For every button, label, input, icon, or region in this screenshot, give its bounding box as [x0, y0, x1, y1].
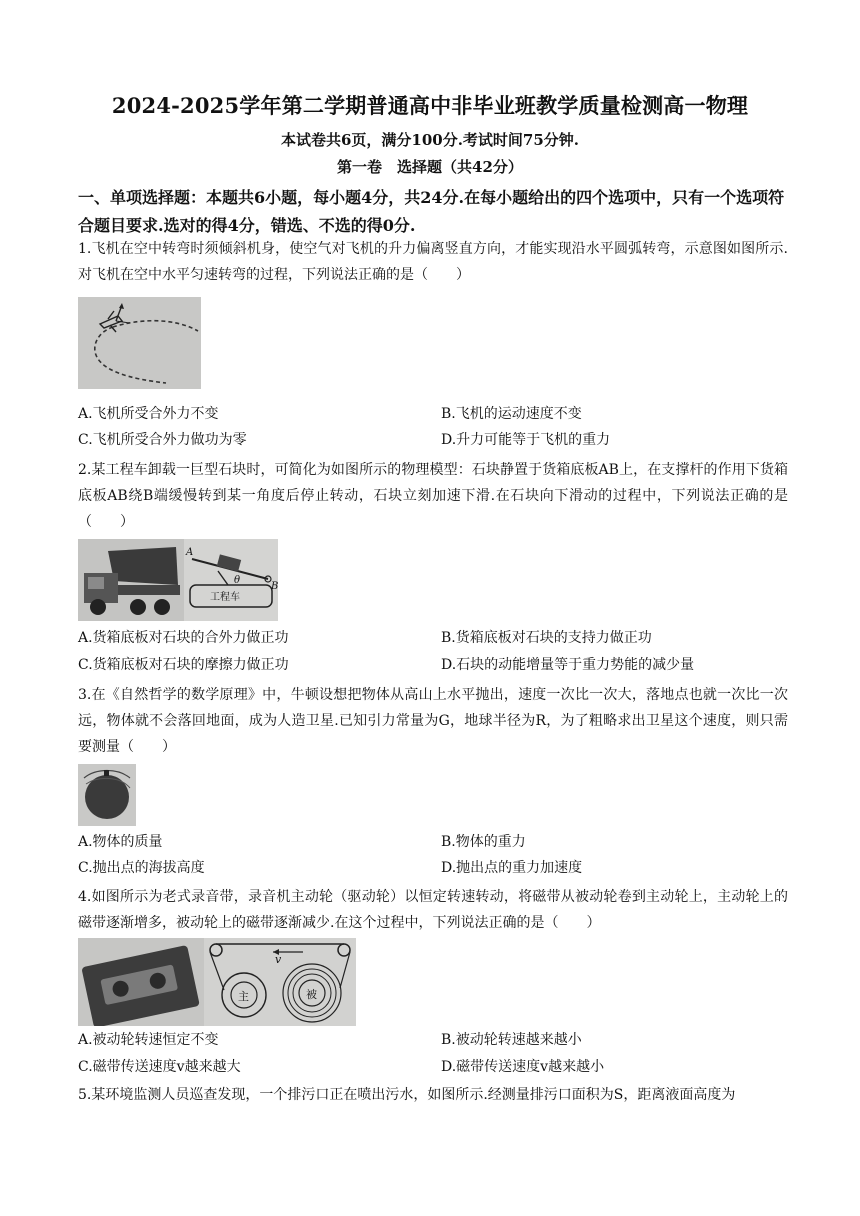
question-2-option-a: A.货箱底板对石块的合外力做正功: [78, 630, 289, 646]
question-3-option-a: A.物体的质量: [78, 834, 163, 850]
question-4-figure: [78, 938, 356, 1026]
question-2-option-c: C.货箱底板对石块的摩擦力做正功: [78, 657, 289, 673]
cassette-tape-diagram: [78, 938, 356, 1026]
airplane-turn-diagram: [78, 297, 201, 389]
exam-title: 2024-2025学年第二学期普通高中非毕业班教学质量检测高一物理: [111, 93, 749, 118]
section-heading: 第一卷 选择题（共42分）: [337, 158, 523, 176]
question-2-stem: 2.某工程车卸载一巨型石块时，可简化为如图所示的物理模型：石块静置于货箱底板AB上，在支撑杆的作用下货箱底板AB绕B端缓慢转到某一角度后停止转动，石块立刻加速下滑.在石块向下滑动的过程中，下列说法正确的是（ ）: [78, 462, 788, 530]
question-1-option-b: B.飞机的运动速度不变: [441, 406, 582, 422]
question-1-stem: 1.飞机在空中转弯时须倾斜机身，使空气对飞机的升力偏离竖直方向，才能实现沿水平圆弧转弯，示意图如图所示.对飞机在空中水平匀速转弯的过程，下列说法正确的是（ ）: [78, 241, 788, 283]
part-instructions: 一、单项选择题：本题共6小题，每小题4分，共24分.在每小题给出的四个选项中，只有一个选项符合题目要求.选对的得4分，错选、不选的得0分.: [78, 188, 785, 235]
truck-label: 工程车: [210, 592, 240, 603]
main-wheel-label: 主: [238, 990, 249, 1003]
question-4-option-c: C.磁带传送速度v越来越大: [78, 1059, 241, 1075]
question-3-option-b: B.物体的重力: [441, 834, 526, 850]
exam-subtitle: 本试卷共6页，满分100分.考试时间75分钟.: [280, 131, 580, 149]
question-1-option-c: C.飞机所受合外力做功为零: [78, 432, 247, 448]
question-4-option-b: B.被动轮转速越来越小: [441, 1032, 582, 1048]
question-4-option-d: D.磁带传送速度v越来越小: [441, 1059, 605, 1075]
question-4-stem: 4.如图所示为老式录音带，录音机主动轮（驱动轮）以恒定转速转动，将磁带从被动轮卷到主动轮上，主动轮上的磁带逐渐增多，被动轮上的磁带逐渐减少.在这个过程中，下列说法正确的是（ ）: [78, 889, 788, 931]
question-1-option-a: A.飞机所受合外力不变: [78, 406, 219, 422]
question-2-figure: [78, 539, 278, 621]
point-a-label: A: [186, 547, 194, 558]
passive-wheel-label: 被: [306, 988, 317, 1001]
question-4-option-a: A.被动轮转速恒定不变: [78, 1032, 219, 1048]
question-2-option-b: B.货箱底板对石块的支持力做正功: [441, 630, 652, 646]
question-3-stem: 3.在《自然哲学的数学原理》中，牛顿设想把物体从高山上水平抛出，速度一次比一次大，落地点也就一次比一次远，物体就不会落回地面，成为人造卫星.已知引力常量为G，地球半径为R，为了粗略求出卫星这个速度，则只需要测量（ ）: [78, 687, 788, 755]
theta-label: θ: [234, 575, 241, 586]
question-2-option-d: D.石块的动能增量等于重力势能的减少量: [441, 657, 695, 673]
question-3-option-c: C.抛出点的海拔高度: [78, 860, 205, 876]
dump-truck-diagram: [78, 539, 278, 621]
question-1-option-d: D.升力可能等于飞机的重力: [441, 432, 611, 448]
point-b-label: B: [271, 581, 278, 592]
velocity-label: v: [275, 953, 282, 966]
question-1-figure: [78, 297, 201, 389]
question-5-stem: 5.某环境监测人员巡查发现，一个排污口正在喷出污水，如图所示.经测量排污口面积为S，距离液面高度为: [78, 1087, 736, 1103]
newton-cannon-diagram: [78, 764, 136, 826]
question-3-figure: [78, 764, 136, 826]
question-3-option-d: D.抛出点的重力加速度: [441, 860, 583, 876]
